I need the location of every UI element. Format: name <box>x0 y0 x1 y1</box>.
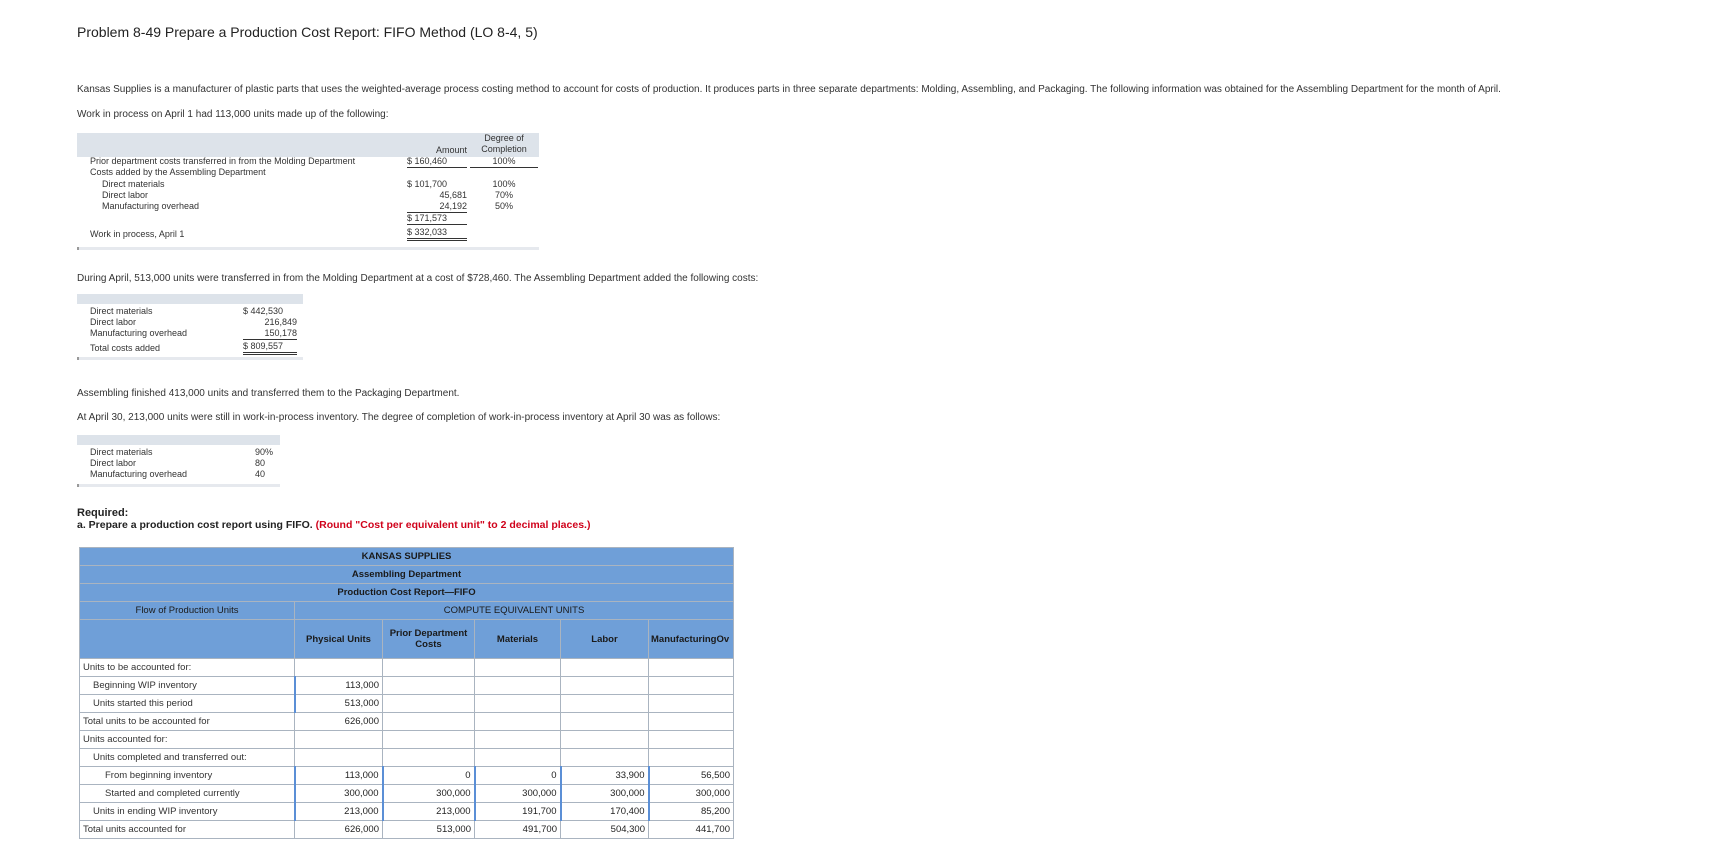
added-total: $ 809,557 <box>243 341 297 355</box>
moh-amount: 24,192 <box>407 201 467 213</box>
row-label: Units in ending WIP inventory <box>80 803 295 821</box>
col-moh: ManufacturingOv <box>649 620 734 659</box>
moh-degree: 50% <box>494 201 513 211</box>
row-label: Units to be accounted for: <box>80 659 295 677</box>
moh-label: Manufacturing overhead <box>102 201 200 211</box>
row-label: Total units to be accounted for <box>80 713 295 731</box>
report-department: Assembling Department <box>80 566 734 584</box>
added-total-label: Total costs added <box>90 343 161 353</box>
comp-dm: 90% <box>255 447 274 457</box>
comp-dl-label: Direct labor <box>90 458 137 468</box>
prior-amount: $ 160,460 <box>407 156 467 168</box>
row-label: Units accounted for: <box>80 731 295 749</box>
table-divider <box>77 247 539 250</box>
table-divider <box>77 484 280 487</box>
dm-degree: 100% <box>492 179 516 189</box>
wip-total-label: Work in process, April 1 <box>90 229 185 239</box>
prior-degree: 100% <box>470 156 538 168</box>
required-part-a: a. Prepare a production cost report using FIFO. <box>77 519 313 531</box>
added-moh: 150,178 <box>243 328 297 340</box>
col-labor: Labor <box>561 620 649 659</box>
wip-subtotal: $ 171,573 <box>407 213 467 225</box>
dl-degree: 70% <box>494 190 513 200</box>
total-accounted-labor: 504,300 <box>561 821 649 839</box>
table-divider <box>77 357 303 360</box>
report-name: Production Cost Report—FIFO <box>80 584 734 602</box>
page-title: Problem 8-49 Prepare a Production Cost Report: FIFO Method (LO 8-4, 5) <box>77 24 538 40</box>
report-company: KANSAS SUPPLIES <box>80 548 734 566</box>
dl-amount: 45,681 <box>439 190 467 200</box>
april-text: During April, 513,000 units were transferred in from the Molding Department at a cost of $728,460. The Assembling Department added the following costs: <box>77 273 759 284</box>
degree-header-2: Completion <box>481 144 527 154</box>
compute-eu-header: COMPUTE EQUIVALENT UNITS <box>295 602 734 620</box>
intro-text: Kansas Supplies is a manufacturer of plastic parts that uses the weighted-average process costing method to account for costs of production. It produces parts in three separate departments: Molding, Assembling, and Packaging. The following information was obtained for the Assembling Department for the month of April. <box>77 84 1501 95</box>
added-costs-table <box>77 294 303 366</box>
total-accounted-prior: 513,000 <box>383 821 475 839</box>
added-label: Costs added by the Assembling Department <box>90 167 266 177</box>
row-label: Started and completed currently <box>80 785 295 803</box>
from-begin-labor-input[interactable]: 33,900 <box>561 767 649 785</box>
total-accounted-physical: 626,000 <box>295 821 383 839</box>
added-dl-label: Direct labor <box>90 317 137 327</box>
wip-table <box>77 133 539 255</box>
degree-header-1: Degree of <box>484 133 524 143</box>
required-heading: Required: <box>77 507 129 519</box>
completion-table <box>77 435 280 491</box>
started-units-input[interactable]: 513,000 <box>295 695 383 713</box>
dm-amount: $ 101,700 <box>407 179 448 189</box>
col-physical-units: Physical Units <box>295 620 383 659</box>
started-completed-materials-input[interactable]: 300,000 <box>475 785 561 803</box>
total-accounted-moh: 441,700 <box>649 821 734 839</box>
ending-wip-materials-input[interactable]: 191,700 <box>475 803 561 821</box>
dm-label: Direct materials <box>102 179 165 189</box>
added-dl: 216,849 <box>264 317 297 327</box>
ending-wip-labor-input[interactable]: 170,400 <box>561 803 649 821</box>
dl-label: Direct labor <box>102 190 149 200</box>
comp-dm-label: Direct materials <box>90 447 153 457</box>
from-begin-moh-input[interactable]: 56,500 <box>649 767 734 785</box>
april30-text: At April 30, 213,000 units were still in work-in-process inventory. The degree of completion of work-in-process inventory at April 30 was as follows: <box>77 412 721 423</box>
from-begin-physical-input[interactable]: 113,000 <box>295 767 383 785</box>
ending-wip-moh-input[interactable]: 85,200 <box>649 803 734 821</box>
row-label: Beginning WIP inventory <box>80 677 295 695</box>
started-completed-prior-input[interactable]: 300,000 <box>383 785 475 803</box>
wip-total: $ 332,033 <box>407 227 467 241</box>
row-label: Units completed and transferred out: <box>80 749 295 767</box>
begin-wip-units-input[interactable]: 113,000 <box>295 677 383 695</box>
from-begin-prior-input[interactable]: 0 <box>383 767 475 785</box>
total-to-account-units: 626,000 <box>295 713 383 731</box>
added-moh-label: Manufacturing overhead <box>90 328 188 338</box>
from-begin-materials-input[interactable]: 0 <box>475 767 561 785</box>
production-cost-report <box>79 547 734 839</box>
ending-wip-prior-input[interactable]: 213,000 <box>383 803 475 821</box>
wip-intro-text: Work in process on April 1 had 113,000 units made up of the following: <box>77 109 389 120</box>
finished-text: Assembling finished 413,000 units and transferred them to the Packaging Department. <box>77 388 460 399</box>
col-materials: Materials <box>475 620 561 659</box>
comp-moh: 40 <box>255 469 266 479</box>
row-label: Total units accounted for <box>80 821 295 839</box>
started-completed-moh-input[interactable]: 300,000 <box>649 785 734 803</box>
started-completed-labor-input[interactable]: 300,000 <box>561 785 649 803</box>
col-prior-dept: Prior Department Costs <box>383 620 475 659</box>
added-dm: $ 442,530 <box>243 306 284 316</box>
required-section <box>77 507 590 531</box>
row-label: From beginning inventory <box>80 767 295 785</box>
flow-header: Flow of Production Units <box>80 602 295 620</box>
amount-header: Amount <box>435 145 467 155</box>
prior-label: Prior department costs transferred in from the Molding Department <box>90 156 356 166</box>
started-completed-physical-input[interactable]: 300,000 <box>295 785 383 803</box>
ending-wip-physical-input[interactable]: 213,000 <box>295 803 383 821</box>
comp-moh-label: Manufacturing overhead <box>90 469 188 479</box>
comp-dl: 80 <box>255 458 266 468</box>
row-label: Units started this period <box>80 695 295 713</box>
added-dm-label: Direct materials <box>90 306 153 316</box>
total-accounted-materials: 491,700 <box>475 821 561 839</box>
rounding-note: (Round "Cost per equivalent unit" to 2 decimal places.) <box>315 519 591 531</box>
